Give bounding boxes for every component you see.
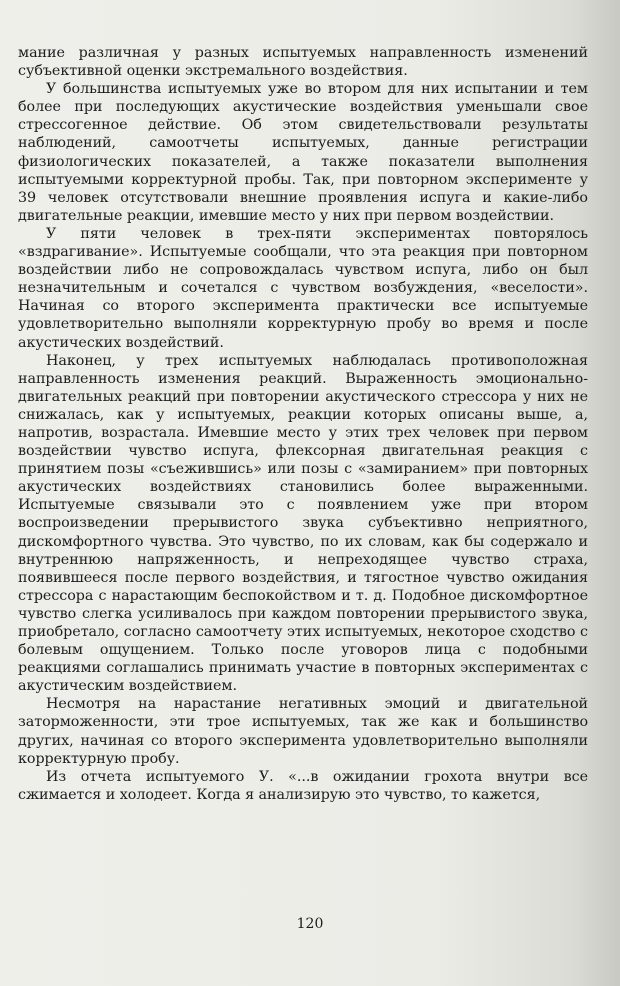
page-number: 120 — [296, 916, 324, 932]
paragraph-1: мание различная у разных испытуемых направленность изменений субъективной оценки экстремального воздействия. — [18, 45, 588, 80]
paragraph-5: Несмотря на нарастание негативных эмоций и двигательной заторможенности, эти трое испытуемых, так же как и большинство других, начиная со второго эксперимента удовлетворительно выполняли корректурную пробу. — [18, 696, 588, 767]
paragraph-6: Из отчета испытуемого У. «...в ожидании грохота внутри все сжимается и холодеет. Когда я анализирую это чувство, то кажется, — [18, 768, 588, 803]
paragraph-3: У пяти человек в трех-пяти экспериментах повторялось «вздрагивание». Испытуемые сообщали, что эта реакция при повторном воздействии либо не сопровождалась чувством испуга, либо он был незначительным и сочетался с чувством возбуждения, «веселости». Начиная со второго эксперимента практически все испытуемые удовлетворительно выполняли корректурную пробу во время и после акустических воздействий. — [18, 225, 588, 351]
body-text — [18, 44, 588, 804]
paragraph-2: У большинства испытуемых уже во втором для них испытании и тем более при последующих акустические воздействия уменьшали свое стрессогенное действие. Об этом свидетельствовали результаты наблюдений, самоотчеты испытуемых, данные регистрации физиологических показателей, а также показатели выполнения испытуемыми корректурной пробы. Так, при повторном эксперименте у 39 человек отсутствовали внешние проявления испуга и какие-либо двигательные реакции, имевшие место у них при первом воздействии. — [18, 81, 588, 224]
paragraph-4: Наконец, у трех испытуемых наблюдалась противоположная направленность изменения реакций. Выраженность эмоционально-двигательных реакций при повторении акустического стрессора у них не снижалась, как у испытуемых, реакции которых описаны выше, а, напротив, возрастала. Имевшие место у этих трех человек при первом воздействии чувство испуга, флексорная двигательная реакция с принятием позы «съежившись» или позы с «замиранием» при повторных акустических воздействиях становились более выраженными. Испытуемые связывали это с появлением уже при втором воспроизведении прерывистого звука субъективно неприятного, дискомфортного чувства. Это чувство, по их словам, как бы содержало и внутреннюю напряженность, и непреходящее чувство страха, появившееся после первого воздействия, и тягостное чувство ожидания стрессора с нарастающим беспокойством и т. д. Подобное дискомфортное чувство слегка усиливалось при каждом повторении прерывистого звука, приобретало, согласно самоотчету этих испытуемых, некоторое сходство с болевым ощущением. Только после уговоров лица с подобными реакциями соглашались принимать участие в повторных экспериментах с акустическим воздействием. — [18, 352, 588, 695]
